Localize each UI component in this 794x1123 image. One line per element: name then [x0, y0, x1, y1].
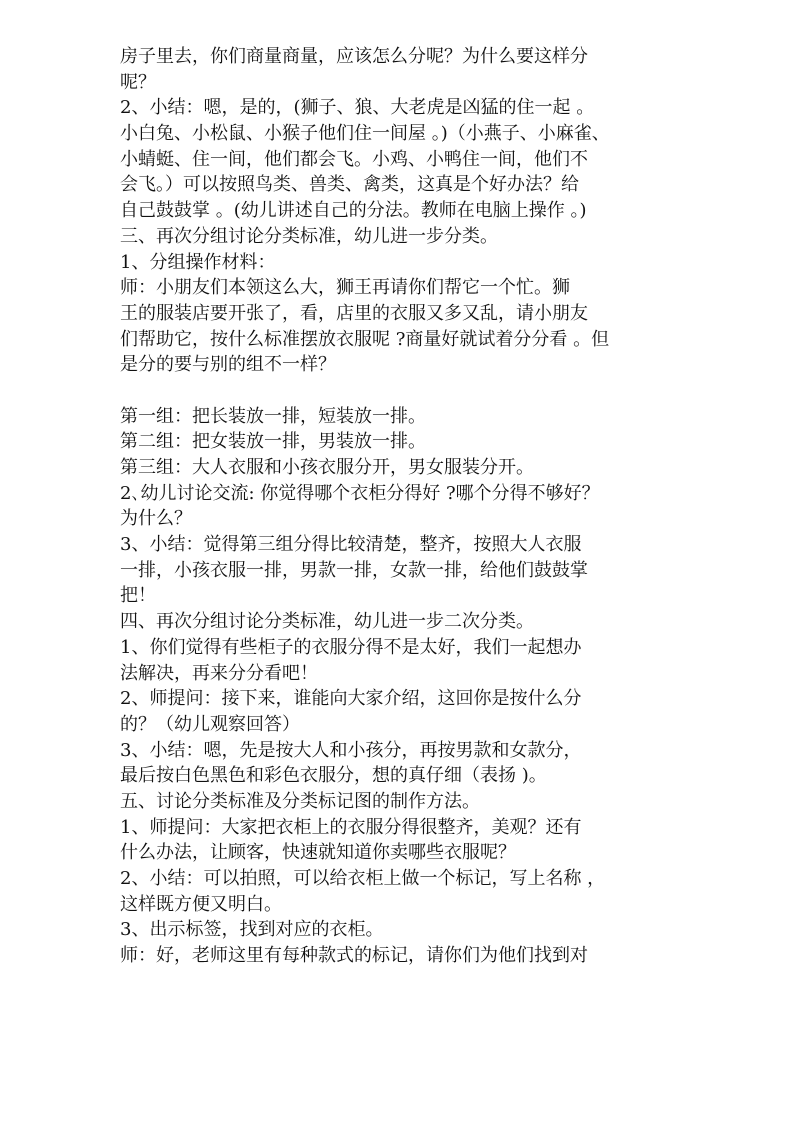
blank-line — [120, 378, 680, 404]
text-line: 这样既方便又明白。 — [120, 893, 282, 915]
text-line: 自己鼓鼓掌 。(幼儿讲述自己的分法。教师在电脑上操作 。) — [120, 200, 587, 222]
text-line: 2、小结：嗯，是的，(狮子、狼、大老虎是凶猛的住一起 。 — [120, 97, 595, 119]
text-line: 1、师提问：大家把衣柜上的衣服分得很整齐，美观？还有 — [120, 816, 582, 838]
text-line: 一排，小孩衣服一排，男款一排，女款一排，给他们鼓鼓掌 — [120, 559, 588, 581]
text-line: 是分的要与别的组不一样？ — [120, 354, 336, 376]
text-line: 师：小朋友们本领这么大，狮王再请你们帮它一个忙。狮 — [120, 277, 570, 299]
text-line: 2､幼儿讨论交流: 你觉得哪个衣柜分得好 ?哪个分得不够好？ — [120, 482, 600, 504]
text-line: 呢？ — [120, 71, 156, 93]
text-line: 为什么？ — [120, 508, 192, 530]
section-heading: 四、再次分组讨论分类标准，幼儿进一步二次分类。 — [120, 611, 534, 633]
text-line: 小蜻蜓、住一间，他们都会飞。小鸡、小鸭住一间，他们不 — [120, 148, 588, 170]
section-heading: 三、再次分组讨论分类标准，幼儿进一步分类。 — [120, 225, 498, 247]
text-line: 2、师提问：接下来，谁能向大家介绍，这回你是按什么分 — [120, 688, 582, 710]
text-line: 第三组：大人衣服和小孩衣服分开，男女服装分开。 — [120, 457, 534, 478]
text-line: 们帮助它，按什么标准摆放衣服呢 ?商量好就试着分分看 。但 — [120, 328, 610, 350]
text-line: 会飞。）可以按照鸟类、兽类、禽类，这真是个好办法？给 — [120, 174, 579, 196]
document-body — [120, 44, 680, 969]
text-line: 3、小结：嗯，先是按大人和小孩分，再按男款和女款分， — [120, 739, 582, 761]
text-line: 师：好，老师这里有每种款式的标记，请你们为他们找到对 — [120, 945, 588, 967]
text-line: 把！ — [120, 585, 156, 607]
text-line: 什么办法，让顾客，快速就知道你卖哪些衣服呢？ — [120, 842, 516, 864]
text-line: 第一组：把长装放一排，短装放一排。 — [120, 405, 426, 427]
text-line: 1、你们觉得有些柜子的衣服分得不是太好，我们一起想办 — [120, 636, 582, 658]
text-line: 1、分组操作材料： — [120, 251, 276, 273]
text-line: 3、出示标签，找到对应的衣柜。 — [120, 919, 384, 941]
text-line: 房子里去，你们商量商量，应该怎么分呢？为什么要这样分 — [120, 46, 588, 67]
text-line: 的？（幼儿观察回答） — [120, 713, 300, 735]
text-line: 3、小结：觉得第三组分得比较清楚，整齐，按照大人衣服 — [120, 534, 582, 556]
section-heading: 五、讨论分类标准及分类标记图的制作方法。 — [120, 790, 480, 812]
text-line: 最后按白色黑色和彩色衣服分，想的真仔细（表扬 )。 — [120, 765, 547, 787]
text-line: 法解决，再来分分看吧！ — [120, 662, 318, 684]
text-line: 第二组：把女装放一排，男装放一排。 — [120, 431, 426, 453]
text-line: 王的服装店要开张了，看，店里的衣服又多又乱，请小朋友 — [120, 302, 588, 324]
text-line: 2、小结：可以拍照，可以给衣柜上做一个标记，写上名称 ， — [120, 868, 606, 889]
text-line: 小白兔、小松鼠、小猴子他们住一间屋 。)（小燕子、小麻雀、 — [120, 123, 610, 145]
